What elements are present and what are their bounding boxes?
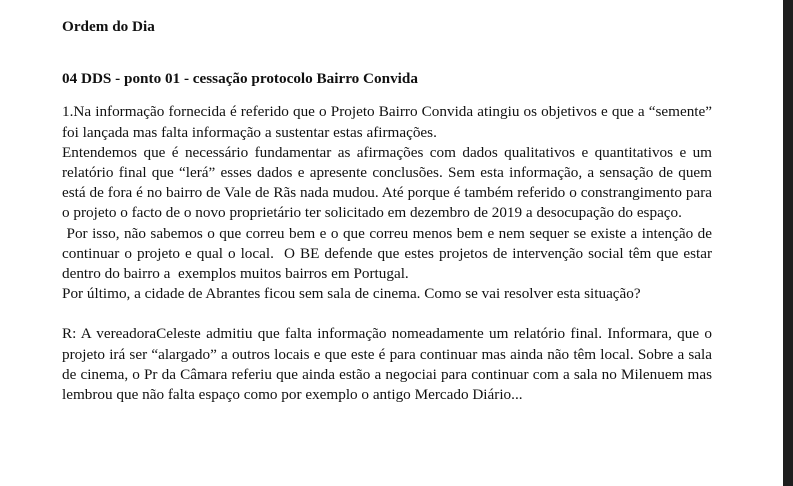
paragraph-be-position: Por isso, não sabemos o que correu bem e o que correu menos bem e nem sequer se existe a intenção de continuar o projeto e qual o local. O BE defende que estes projetos de intervenção social têm que estar dentro do bairro a exemplos muitos bairros em Portugal.	[62, 224, 716, 283]
section-heading: 04 DDS - ponto 01 - cessação protocolo Bairro Convida	[62, 70, 418, 88]
window-edge-bar	[783, 0, 793, 486]
paragraph-justification: Entendemos que é necessário fundamentar as afirmações com dados qualitativos e quantitativos e um relatório final que “lerá” esses dados e apresente conclusões. Sem esta informação, a sensação de quem está de fora é no bairro de Vale de Rãs nada mudou. Até porque é também referido o constrangimento para o projeto o facto de o novo proprietário ter solicitado em dezembro de 2019 a desocupação do espaço.	[62, 143, 712, 222]
document-body	[62, 14, 716, 405]
paragraph-question-1: 1.Na informação fornecida é referido que o Projeto Bairro Convida atingiu os objetivos e que a “semente” foi lançada mas falta informação a sustentar estas afirmações.	[62, 103, 712, 141]
paragraph-cinema-question: Por último, a cidade de Abrantes ficou sem sala de cinema. Como se vai resolver esta situação?	[62, 285, 641, 303]
page-title: Ordem do Dia	[62, 18, 155, 35]
paragraph-answer: R: A vereadoraCeleste admitiu que falta informação nomeadamente um relatório final. Informara, que o projeto irá ser “alargado” a outros locais e que este é para continuar mas ainda não têm local. Sobre a sala de cinema, o Pr da Câmara referiu que ainda estão a negociai para continuar com a sala no Milenuem mas lembrou que não falta espaço como por exemplo o antigo Mercado Diário...	[62, 325, 712, 404]
